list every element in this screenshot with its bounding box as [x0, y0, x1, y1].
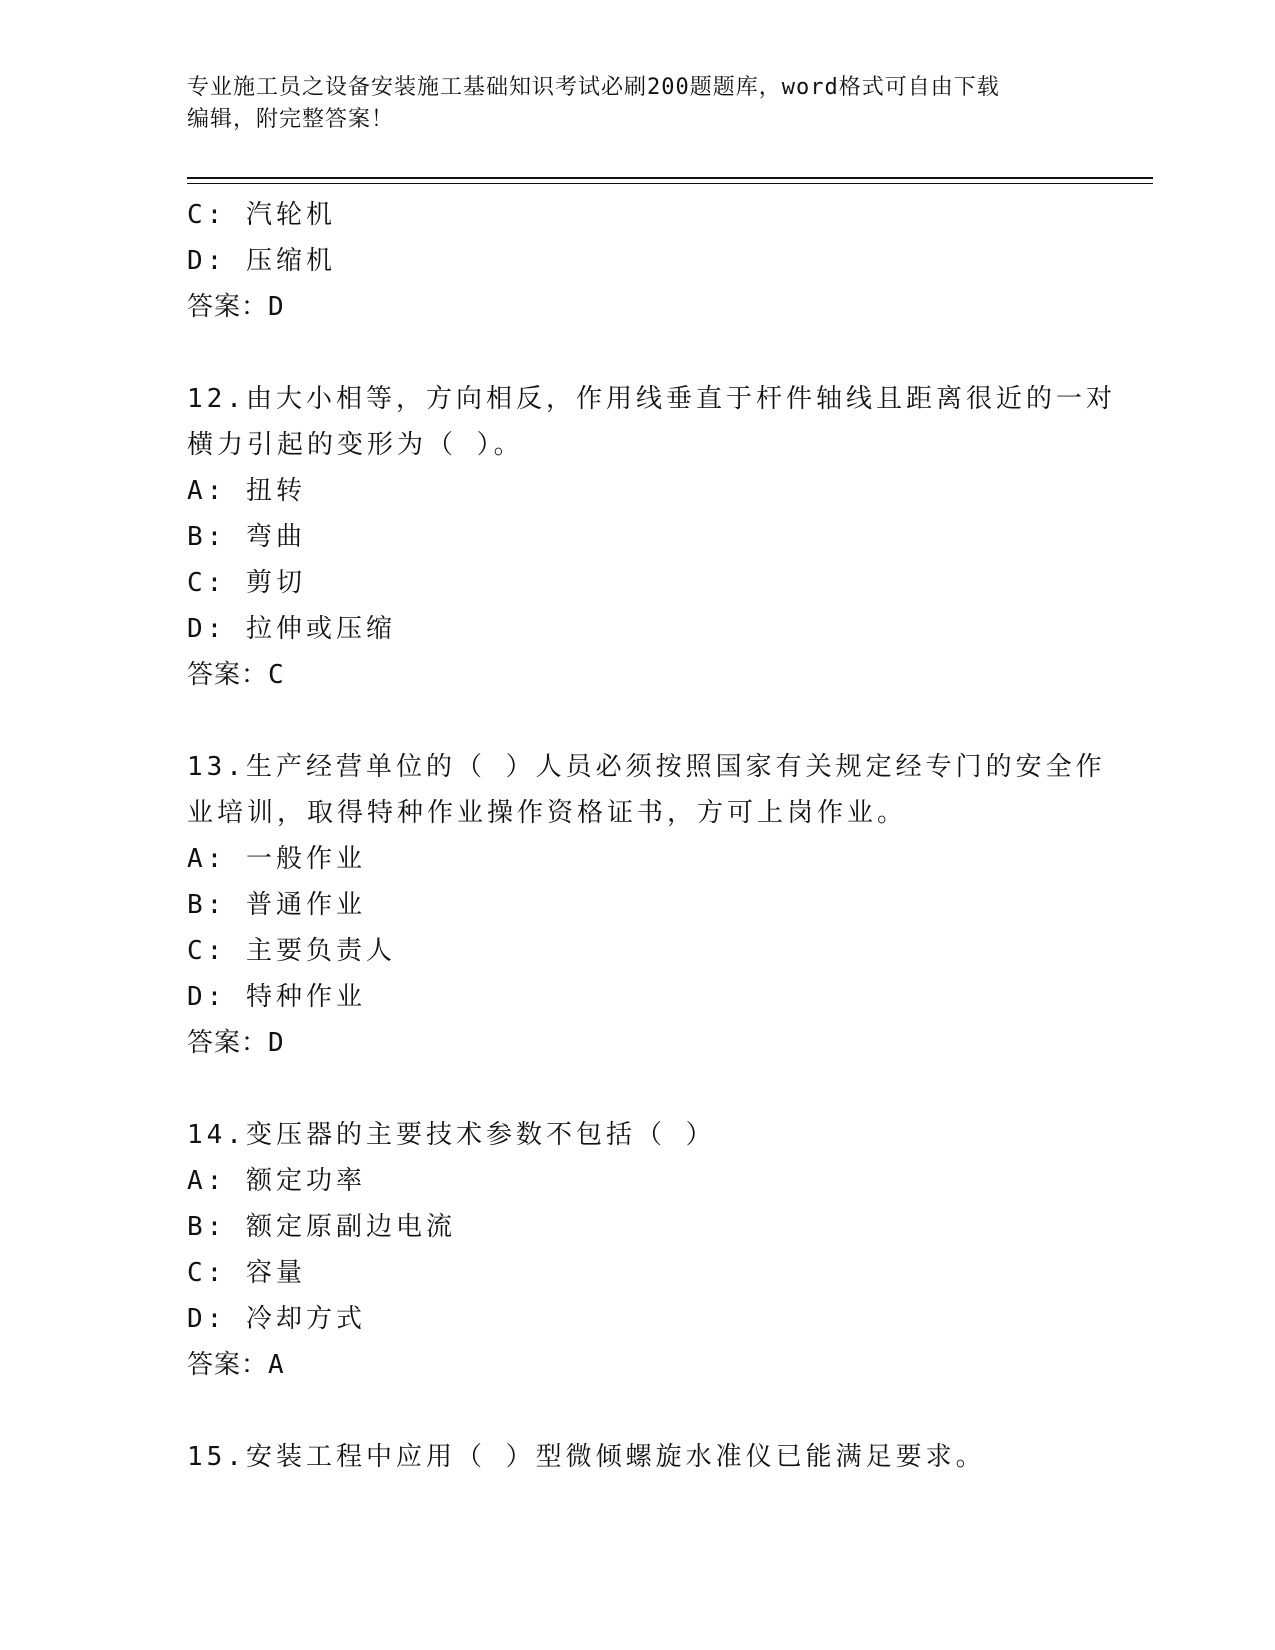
- answer-label: 答案：: [187, 1028, 269, 1058]
- option-c: C: 容量: [187, 1258, 306, 1288]
- spacer: [187, 1066, 1127, 1112]
- question-stem: 12.由大小相等，方向相反，作用线垂直于杆件轴线且距离很近的一对: [187, 384, 1116, 414]
- question-stem: 15.安装工程中应用（ ）型微倾螺旋水准仪已能满足要求。: [187, 1442, 986, 1472]
- question-13: [187, 744, 1127, 1066]
- header-divider-thin: [187, 183, 1153, 184]
- option-b: B: 弯曲: [187, 522, 306, 552]
- spacer: [187, 698, 1127, 744]
- option-d: D: 特种作业: [187, 982, 366, 1012]
- answer-value: A: [268, 1350, 285, 1380]
- option-c: C: 汽轮机: [187, 200, 336, 230]
- spacer: [187, 330, 1127, 376]
- option-d: D: 拉伸或压缩: [187, 614, 396, 644]
- answer-line: [187, 652, 1127, 698]
- question-15: [187, 1434, 1127, 1480]
- question-12: [187, 376, 1127, 698]
- question-stem: 14.变压器的主要技术参数不包括（ ）: [187, 1120, 716, 1150]
- answer-label: 答案：: [187, 1350, 269, 1380]
- spacer: [187, 1388, 1127, 1434]
- answer-line: [187, 1020, 1127, 1066]
- question-list: [187, 192, 1127, 1480]
- option-b: B: 额定原副边电流: [187, 1212, 456, 1242]
- option-d: D: 压缩机: [187, 246, 336, 276]
- question-stem: 业培训，取得特种作业操作资格证书，方可上岗作业。: [187, 798, 908, 828]
- question-14: [187, 1112, 1127, 1388]
- option-c: C: 主要负责人: [187, 936, 396, 966]
- option-a: A: 一般作业: [187, 844, 366, 874]
- option-c: C: 剪切: [187, 568, 306, 598]
- option-a: A: 扭转: [187, 476, 306, 506]
- option-d: D: 冷却方式: [187, 1304, 366, 1334]
- option-b: B: 普通作业: [187, 890, 366, 920]
- answer-line: [187, 1342, 1127, 1388]
- header-title-line-2: 编辑，附完整答案！: [187, 107, 395, 132]
- document-header: [187, 72, 1087, 136]
- answer-value: D: [268, 292, 285, 322]
- header-title-line-1: 专业施工员之设备安装施工基础知识考试必刷200题题库，word格式可自由下载: [187, 75, 1000, 100]
- question-stem: 13.生产经营单位的（ ）人员必须按照国家有关规定经专门的安全作: [187, 752, 1106, 782]
- question-11-continued: [187, 192, 1127, 330]
- answer-label: 答案：: [187, 660, 269, 690]
- answer-label: 答案：: [187, 292, 269, 322]
- header-divider-thick: [187, 177, 1153, 179]
- option-a: A: 额定功率: [187, 1166, 366, 1196]
- question-stem: 横力引起的变形为（ ）。: [187, 430, 524, 460]
- answer-value: C: [268, 660, 285, 690]
- answer-value: D: [268, 1028, 285, 1058]
- answer-line: [187, 284, 1127, 330]
